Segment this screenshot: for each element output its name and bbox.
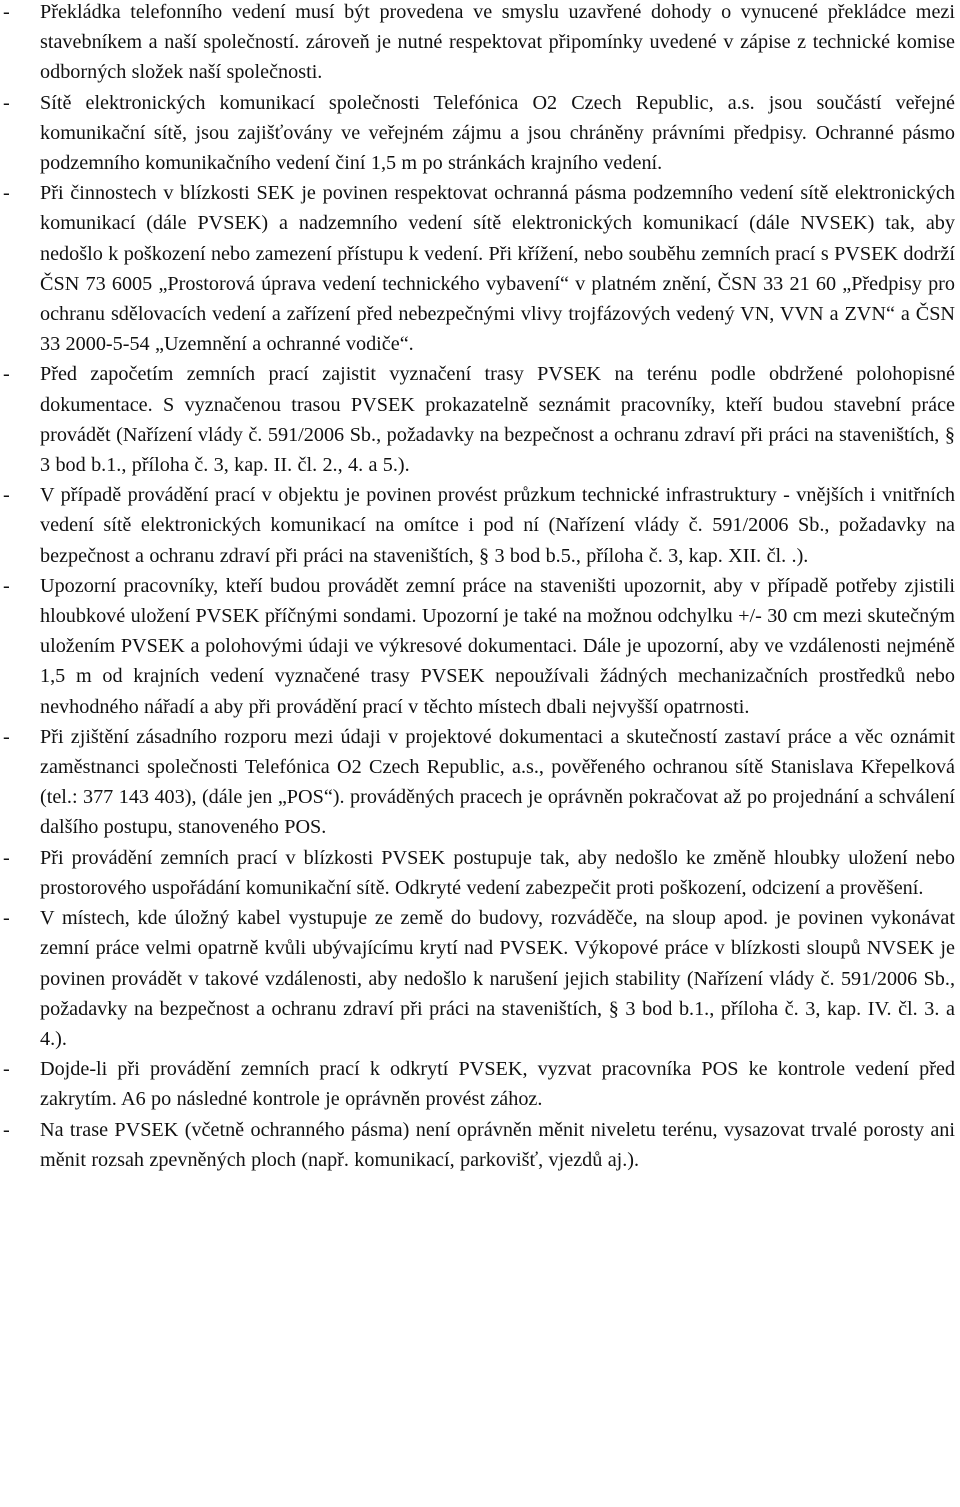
list-bullet: - (3, 484, 10, 507)
list-bullet: - (3, 1, 10, 23)
list-item-text: Překládka telefonního vedení musí být provedena ve smyslu uzavřené dohody o vynucené překládce mezi stavebníkem a naší společností. zároveň je nutné respektovat připomínky uvedené v zápise z technické komise odborných složek naší společnosti. (40, 1, 955, 84)
list-item (0, 722, 955, 843)
list-bullet: - (3, 574, 10, 597)
list-item-text: Při činnostech v blízkosti SEK je povinen respektovat ochranná pásma podzemního vedení sítě elektronických komunikací (dále PVSEK) a nadzemního vedení sítě elektronických komunikací (dále NVSEK) tak, aby nedošlo k poškození nebo zamezení přístupu k vedení. Při křížení, nebo souběhu zemních prací s PVSEK dodrží ČSN 73 6005 „Prostorová úprava vedení technického vybavení“ v platném znění, ČSN 33 21 60 „Předpisy pro ochranu sdělovacích vedení a zařízení před nebezpečnými vlivy trojfázových vedený VN, VVN a ZVN“ a ČSN 33 2000-5-54 „Uzemnění a ochranné vodiče“. (40, 182, 955, 356)
list-item-text: V případě provádění prací v objektu je povinen provést průzkum technické infrastruktury - vnějších i vnitřních vedení sítě elektronických komunikací na omítce i pod ní (Nařízení vlády č. 591/2006 Sb., požadavky na bezpečnost a ochranu zdraví při práci na staveništích, § 3 bod b.5., příloha č. 3, kap. XII. čl. .). (40, 484, 955, 567)
list-item (0, 88, 955, 179)
list-item-text: Před započetím zemních prací zajistit vyznačení trasy PVSEK na terénu podle obdržené polohopisné dokumentace. S vyznačenou trasou PVSEK prokazatelně seznámit pracovníky, kteří budou stavební práce provádět (Nařízení vlády č. 591/2006 Sb., požadavky na bezpečnost a ochranu zdraví při práci na staveništích, § 3 bod b.1., příloha č. 3, kap. II. čl. 2., 4. a 5.). (40, 363, 955, 477)
list-item (0, 359, 955, 480)
list-item-text: Při provádění zemních prací v blízkosti PVSEK postupuje tak, aby nedošlo ke změně hloubky uložení nebo prostorového uspořádání komunikační sítě. Odkryté vedení zabezpečit proti poškození, odcizení a prověšení. (40, 846, 955, 899)
list-item-text: Sítě elektronických komunikací společnosti Telefónica O2 Czech Republic, a.s. jsou součástí veřejné komunikační sítě, jsou zajišťovány ve veřejném zájmu a jsou chráněny právními předpisy. Ochranné pásmo podzemního komunikačního vedení činí 1,5 m po stránkách krajního vedení. (40, 91, 955, 175)
list-bullet: - (3, 907, 10, 930)
list-item (0, 571, 955, 722)
list-item (0, 0, 955, 88)
list-item (0, 1115, 955, 1175)
list-bullet: - (3, 1058, 10, 1081)
list-bullet: - (3, 363, 10, 386)
list-item (0, 480, 955, 571)
list-item-text: V místech, kde úložný kabel vystupuje ze země do budovy, rozváděče, na sloup apod. je povinen vykonávat zemní práce velmi opatrně kvůli ubývajícímu krytí nad PVSEK. Výkopové práce v blízkosti sloupů NVSEK je povinen provádět v takové vzdálenosti, aby nedošlo k narušení jejich stability (Nařízení vlády č. 591/2006 Sb., požadavky na bezpečnost a ochranu zdraví při práci na staveništích, § 3 bod b.1., příloha č. 3, kap. IV. čl. 3. a 4.). (40, 907, 955, 1050)
list-item (0, 178, 955, 359)
list-item-text: Při zjištění zásadního rozporu mezi údaji v projektové dokumentaci a skutečností zastaví práce a věc oznámit zaměstnanci společnosti Telefónica O2 Czech Republic, a.s., pověřeného ochranou sítě Stanislava Křepelková (tel.: 377 143 403), (dále jen „POS“). prováděných pracech je oprávněn pokračovat až po projednání a schválení dalšího postupu, stanoveného POS. (40, 725, 955, 839)
list-item-text: Na trase PVSEK (včetně ochranného pásma) není oprávněn měnit niveletu terénu, vysazovat trvalé porosty ani měnit rozsah zpevněných ploch (např. komunikací, parkovišť, vjezdů aj.). (40, 1118, 955, 1171)
list-bullet: - (3, 846, 10, 869)
list-item (0, 903, 955, 1054)
list-item-text: Upozorní pracovníky, kteří budou provádět zemní práce na staveništi upozornit, aby v případě potřeby zjistili hloubkové uložení PVSEK příčnými sondami. Upozorní je také na možnou odchylku +/- 30 cm mezi skutečným uložením PVSEK a polohovými údaji ve výkresové dokumentaci. Dále je upozorní, aby ve vzdálenosti nejméně 1,5 m od krajních vedení vyznačené trasy PVSEK nepoužívali žádných mechanizačních prostředků nebo nevhodného nářadí a aby při provádění prací v těchto místech dbali nejvyšší opatrnosti. (40, 574, 955, 718)
list-item (0, 1054, 955, 1114)
list-item-text: Dojde-li při provádění zemních prací k odkrytí PVSEK, vyzvat pracovníka POS ke kontrole vedení před zakrytím. A6 po následné kontrole je oprávněn provést zához. (40, 1058, 955, 1111)
list-bullet: - (3, 182, 10, 205)
list-bullet: - (3, 1118, 10, 1141)
list-bullet: - (3, 725, 10, 748)
list-bullet: - (3, 91, 10, 114)
list-item (0, 843, 955, 903)
